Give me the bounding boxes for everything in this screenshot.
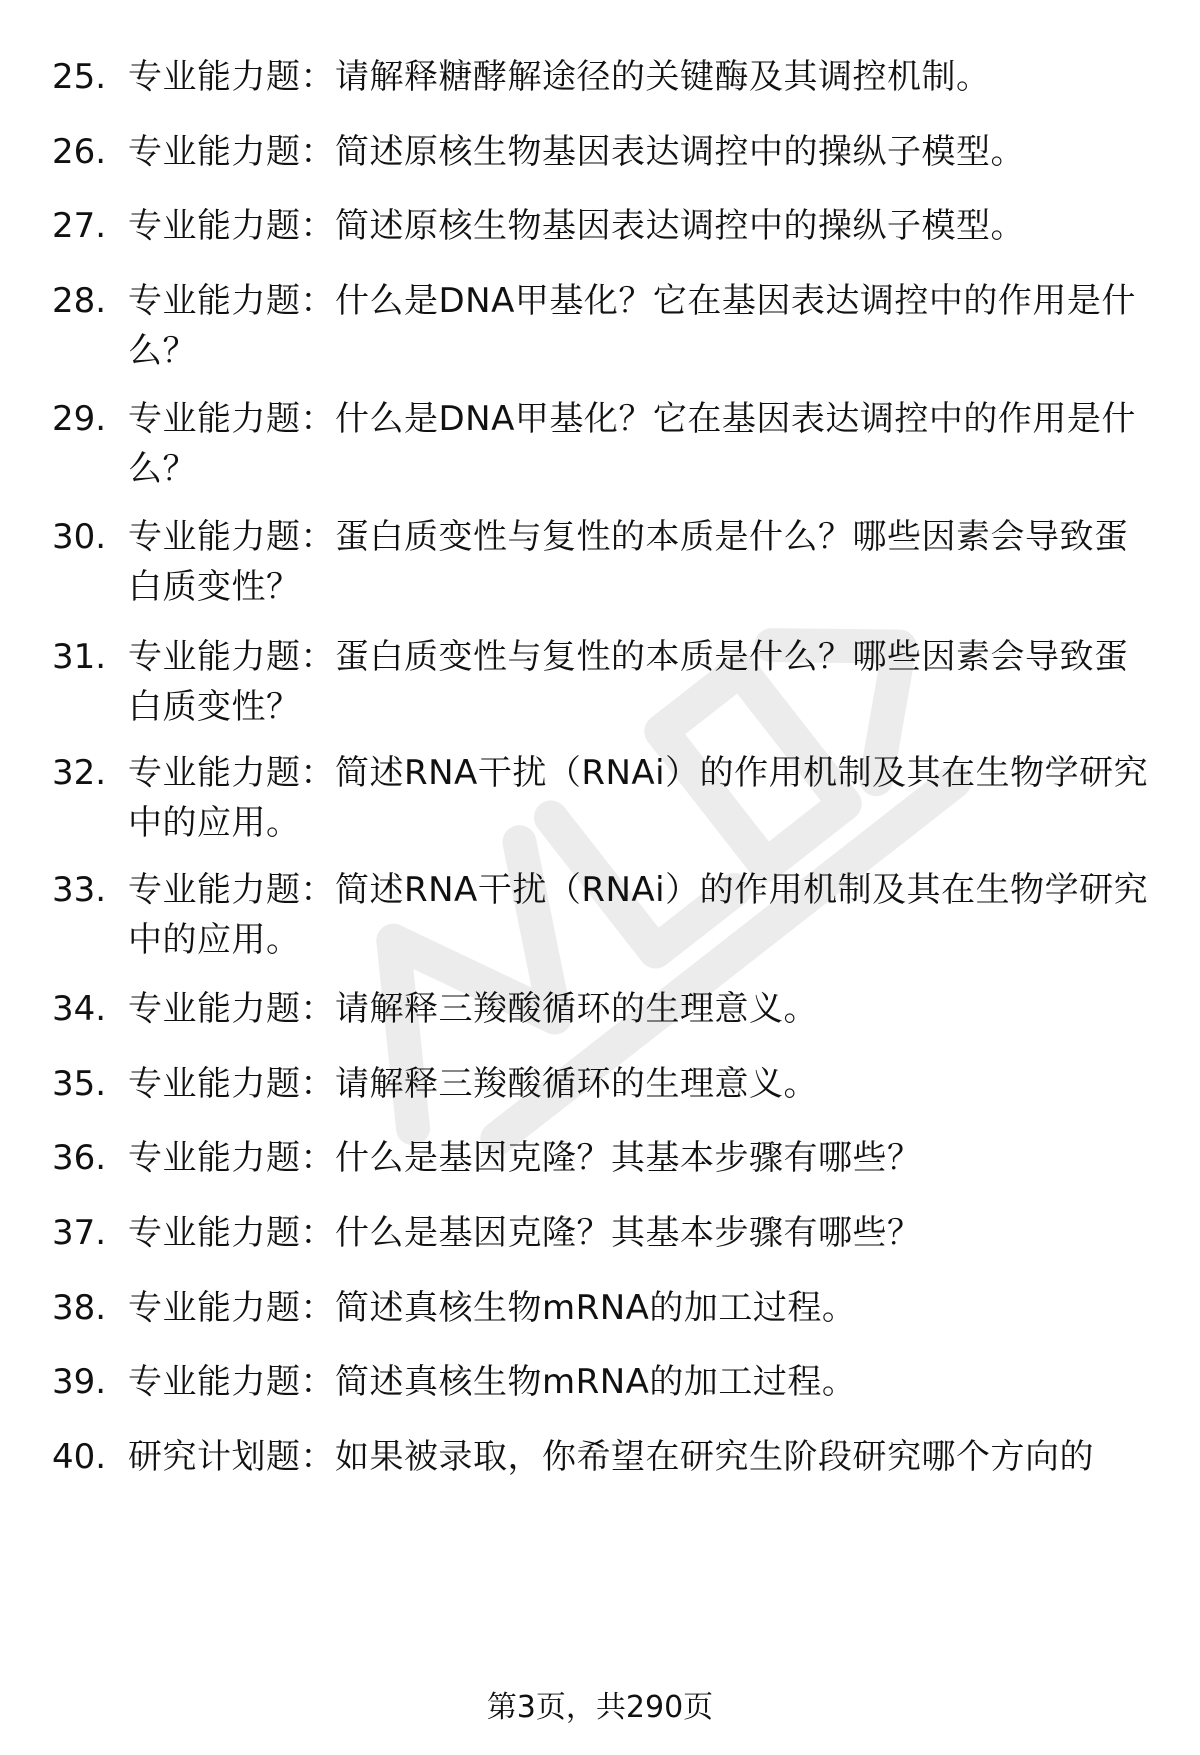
question-number: 29. (52, 399, 107, 439)
question-text: 专业能力题：简述原核生物基因表达调控中的操纵子模型。 (128, 132, 1025, 172)
question-number: 26. (52, 132, 107, 172)
question-text: 专业能力题：什么是基因克隆？其基本步骤有哪些？ (128, 1213, 922, 1253)
question-number: 35. (52, 1064, 107, 1104)
question-number: 30. (52, 517, 107, 557)
question-number: 37. (52, 1213, 107, 1253)
page-footer: 第3页，共290页 (486, 1690, 714, 1725)
question-number: 25. (52, 57, 107, 97)
question-number: 28. (52, 281, 107, 321)
question-text: 专业能力题：简述RNA干扰（RNAi）的作用机制及其在生物学研究中的应用。 (128, 870, 1149, 960)
question-number: 38. (52, 1288, 107, 1328)
question-text: 专业能力题：简述真核生物mRNA的加工过程。 (128, 1288, 857, 1328)
question-text: 专业能力题：简述原核生物基因表达调控中的操纵子模型。 (128, 206, 1025, 246)
question-text: 专业能力题：请解释糖酵解途径的关键酶及其调控机制。 (128, 57, 991, 97)
question-text: 专业能力题：请解释三羧酸循环的生理意义。 (128, 989, 818, 1029)
question-number: 32. (52, 753, 107, 793)
question-text: 专业能力题：简述真核生物mRNA的加工过程。 (128, 1362, 857, 1402)
question-number: 40. (52, 1437, 107, 1477)
question-number: 36. (52, 1138, 107, 1178)
question-text: 专业能力题：蛋白质变性与复性的本质是什么？哪些因素会导致蛋白质变性？ (128, 517, 1129, 607)
question-number: 39. (52, 1362, 107, 1402)
question-number: 31. (52, 637, 107, 677)
question-text: 专业能力题：简述RNA干扰（RNAi）的作用机制及其在生物学研究中的应用。 (128, 753, 1149, 843)
question-text: 研究计划题：如果被录取，你希望在研究生阶段研究哪个方向的 (128, 1437, 1094, 1477)
question-number: 27. (52, 206, 107, 246)
question-text: 专业能力题：蛋白质变性与复性的本质是什么？哪些因素会导致蛋白质变性？ (128, 637, 1129, 727)
question-number: 34. (52, 989, 107, 1029)
question-number: 33. (52, 870, 107, 910)
question-text: 专业能力题：什么是DNA甲基化？它在基因表达调控中的作用是什么？ (128, 281, 1136, 371)
question-text: 专业能力题：请解释三羧酸循环的生理意义。 (128, 1064, 818, 1104)
question-text: 专业能力题：什么是基因克隆？其基本步骤有哪些？ (128, 1138, 922, 1178)
question-text: 专业能力题：什么是DNA甲基化？它在基因表达调控中的作用是什么？ (128, 399, 1136, 489)
